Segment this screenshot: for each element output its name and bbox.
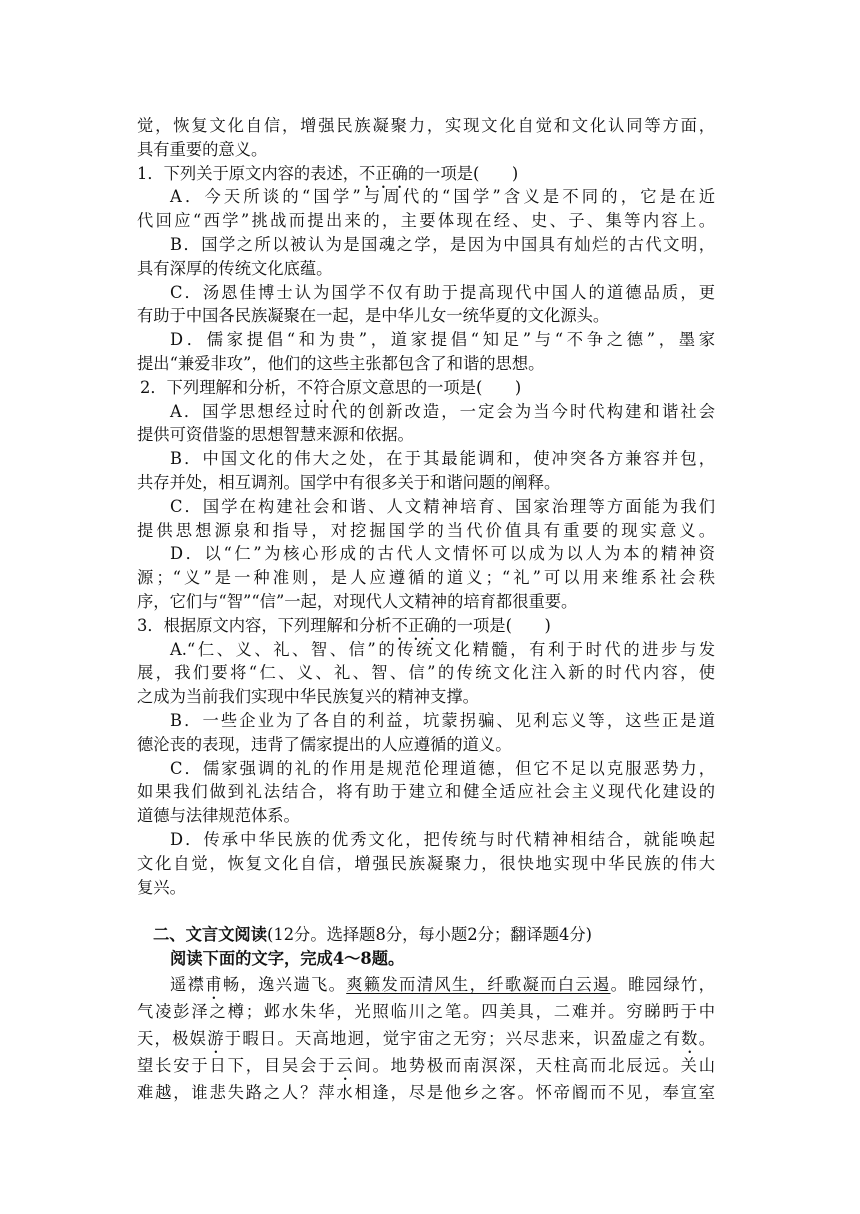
- option-d-line: 复兴。: [137, 877, 186, 897]
- underlined-sentence: 爽籁发而清风生，纤歌凝而白云遏: [346, 974, 611, 994]
- option-d-line: 序，它们与“智”“信”一起，对现代人文精神的培育都很重要。: [137, 591, 578, 611]
- option-a-line: A.“仁、义、礼、智、信”的传统文化精髓，有利于时代的进步与发: [170, 639, 715, 659]
- passage-text: 云: [336, 1055, 355, 1075]
- option-b-line: B．国学之所以被认为是国魂之学，是因为中国具有灿烂的古代文明，: [170, 234, 715, 254]
- passage-text: 。睢园绿竹，: [610, 974, 715, 994]
- passage-line: 难越，谁悲失路之人？萍水相逢，尽是他乡之客。怀帝阍而不见，奉宣室: [137, 1082, 715, 1102]
- passage-text: 间。地势极而南溟深，天柱高而北辰远。关山: [354, 1055, 715, 1075]
- option-d-line: D．传承中华民族的优秀文化，把传统与时代精神相结合，就能唤起: [170, 829, 715, 849]
- passage-line: [137, 971, 715, 998]
- option-c-line: C．国学在构建社会和谐、人文精神培育、国家治理等方面能为我们: [170, 496, 715, 516]
- option-d-line: 文化自觉，恢复文化自信，增强民族凝聚力，很快地实现中华民族的伟大: [137, 853, 715, 873]
- emphasis-text: 不正确: [359, 163, 408, 183]
- question-3-stem: [137, 614, 715, 638]
- passage-line: [137, 1025, 715, 1052]
- option-b-line: 共存并处，相互调剂。国学中有很多关于和谐问题的阐释。: [137, 472, 561, 492]
- passage-text: 游: [207, 1028, 225, 1048]
- option-c-line: 有助于中国各民族凝聚在一起，是中华儿女一统华夏的文化源头。: [137, 306, 610, 326]
- passage-line: 气凌彭泽之樽；邺水朱华，光照临川之笔。四美具，二难并。穷睇眄于中: [137, 1001, 715, 1021]
- option-c-line: 道德与法律规范体系。: [137, 806, 300, 826]
- intro-line: 觉，恢复文化自信，增强民族凝聚力，实现文化自觉和文化认同等方面，: [137, 116, 715, 135]
- question-text: 3．根据原文内容，下列理解和分析: [137, 615, 392, 635]
- passage-text: 数: [681, 1028, 699, 1048]
- passage-line: [137, 1052, 715, 1079]
- option-b-line: B．一些企业为了各自的利益，坑蒙拐骗、见利忘义等，这些正是道: [170, 710, 715, 730]
- option-d-line: D．以“仁”为核心形成的古代人文情怀可以成为以人为本的精神资: [170, 544, 715, 564]
- section-score: (12分。选择题8分，每小题2分；翻译题4分): [266, 925, 592, 945]
- document-page: [137, 114, 715, 1106]
- option-a-line: 展，我们要将“仁、义、礼、智、信”的传统文化注入新的时代内容，使: [137, 663, 715, 683]
- emphasis-text: 不正确: [391, 615, 441, 635]
- question-text: 的一项是( ): [440, 615, 551, 635]
- emphasis-text: 不符合: [296, 377, 346, 397]
- question-1-stem: [137, 162, 715, 186]
- option-d-line: 提出“兼爱非攻”，他们的这些主张都包含了和谐的思想。: [137, 353, 545, 373]
- option-c-line: C．儒家强调的礼的作用是规范伦理道德，但它不足以克服恶势力，: [170, 758, 715, 778]
- option-c-line: 提供思想源泉和指导，对挖掘国学的当代价值具有重要的现实意义。: [137, 520, 715, 540]
- option-d-line: 源；“义”是一种准则，是人应遵循的道义；“礼”可以用来维系社会秩: [137, 568, 715, 588]
- passage-text: 天，极娱: [137, 1028, 208, 1048]
- option-a-line: A．今天所谈的“国学”与周代的“国学”含义是不同的，它是在近: [170, 187, 715, 207]
- option-a-line: 之成为当前我们实现中华民族复兴的精神支撑。: [137, 687, 479, 707]
- passage-text: 。: [698, 1028, 715, 1048]
- section-heading: [137, 923, 715, 947]
- option-a-line: 代回应“西学”挑战而提出来的，主要体现在经、史、子、集等内容上。: [137, 211, 715, 231]
- question-text: 的一项是( ): [407, 163, 519, 183]
- passage-text: 甫: [205, 974, 223, 994]
- question-text: 原文意思的一项是( ): [345, 377, 522, 397]
- question-text: 2．下列理解和分析，: [140, 377, 297, 397]
- passage-text: 遥襟: [170, 974, 206, 994]
- section-title: 二、文言文阅读: [153, 925, 267, 945]
- passage-text: 畅，逸兴遄飞。: [222, 974, 347, 994]
- intro-line: 具有重要的意义。: [137, 139, 268, 159]
- section-gap: [137, 899, 715, 923]
- option-a-line: 提供可资借鉴的思想智慧来源和依据。: [137, 425, 414, 445]
- option-b-line: B．中国文化的伟大之处，在于其最能调和，使冲突各方兼容并包，: [170, 449, 715, 469]
- question-2-stem: [137, 376, 715, 400]
- option-c-line: C．汤恩佳博士认为国学不仅有助于提高现代中国人的道德品质，更: [170, 282, 715, 302]
- option-a-line: A．国学思想经过时代的创新改造，一定会为当今时代构建和谐社会: [170, 401, 715, 421]
- question-text: 1．下列关于原文内容的表述，: [137, 163, 360, 183]
- passage-text: 望长安于日下，目吴会于: [137, 1055, 337, 1075]
- option-b-line: 德沦丧的表现，违背了儒家提出的人应遵循的道义。: [137, 734, 512, 754]
- option-b-line: 具有深厚的传统文化底蕴。: [137, 258, 333, 278]
- reading-instruction: 阅读下面的文字，完成4～8题。: [170, 949, 405, 969]
- option-c-line: 如果我们做到礼法结合，将有助于建立和健全适应社会主义现代化建设的: [137, 782, 715, 802]
- passage-text: 于暇日。天高地迥，觉宇宙之无穷；兴尽悲来，识盈虚之有: [224, 1028, 682, 1048]
- option-d-line: D．儒家提倡“和为贵”，道家提倡“知足”与“不争之德”，墨家: [170, 330, 715, 350]
